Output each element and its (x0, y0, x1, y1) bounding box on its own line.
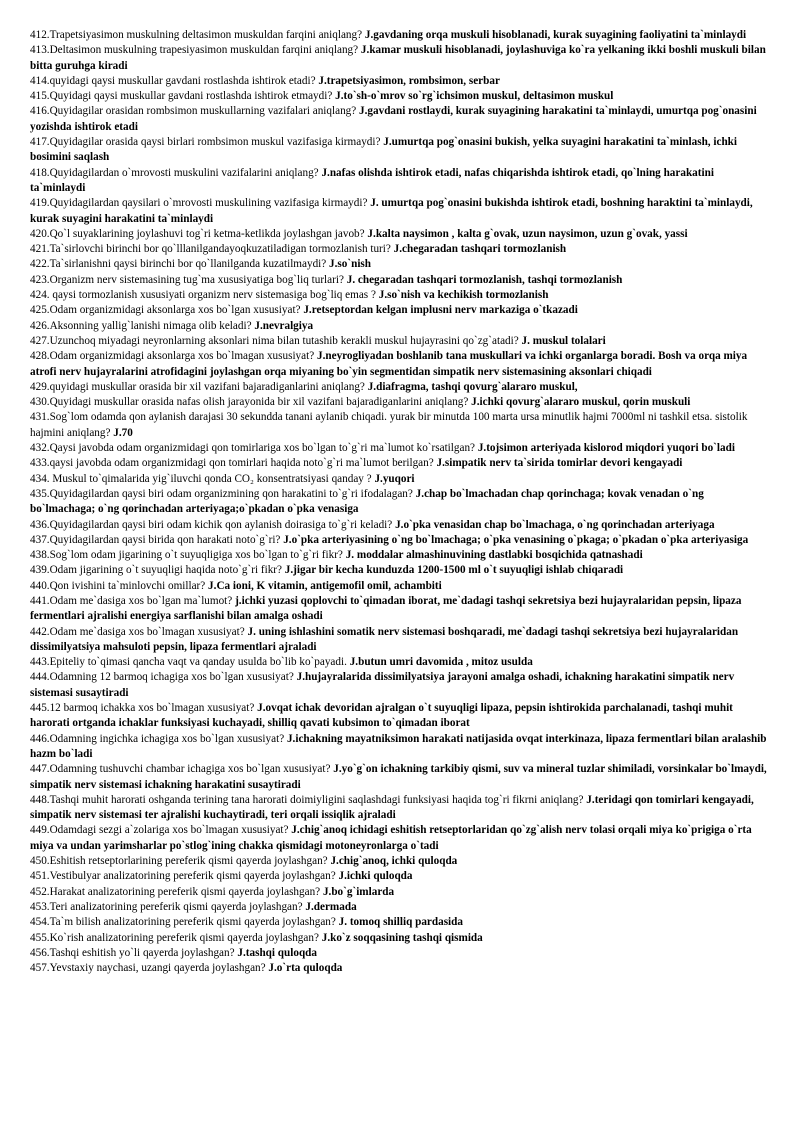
answer-text: J.o`rta quloqda (268, 962, 343, 975)
answer-text: J.nevralgiya (254, 319, 314, 332)
question-text: 441.Odam me`dasiga xos bo`lgan ma`lumot? (30, 594, 233, 607)
question-text: 413.Deltasimon muskulning trapesiyasimon muskuldan farqini aniqlang? (30, 44, 359, 57)
question-text: 429.quyidagi muskullar orasida bir xil vazifani bajaradiganlarini aniqlang? (30, 380, 365, 393)
answer-text: J.ovqat ichak devoridan ajralgan o`t suyuqligi lipaza, pepsin ishtirokida parchalanadi, tashqi muhit harorati ortganda ichaklar funksiyasi kuchayadi, shilliq qavati kubsimon to`qimadan iborat (30, 702, 733, 730)
answer-text: J.chig`anoq, ichki quloqda (330, 855, 458, 868)
question-item (30, 869, 770, 884)
question-text: 412.Trapetsiyasimon muskulning deltasimon muskuldan farqini aniqlang? (30, 29, 363, 41)
question-item (30, 349, 770, 380)
question-text: 426.Aksonning yallig`lanishi nimaga olib keladi? (30, 319, 252, 332)
question-item (30, 594, 770, 625)
question-item (30, 395, 770, 410)
question-text: 428.Odam organizmidagi aksonlarga xos bo`lmagan xususiyat? (30, 350, 315, 363)
question-text: 445.12 barmoq ichakka xos bo`lmagan xususiyat? (30, 702, 255, 715)
question-item (30, 732, 770, 763)
answer-text: J.ichki quloqda (338, 870, 413, 883)
answer-text: J.kalta naysimon , kalta g`ovak, uzun naysimon, uzun g`ovak, yassi (367, 227, 688, 240)
answer-text: J.ko`z soqqasining tashqi qismida (321, 931, 483, 944)
question-text: 431.Sog`lom odamda qon aylanish darajasi 30 sekundda tanani aylanib chiqadi. yurak bir minutda 100 marta ursa minutlik hajmi 7000ml ni tashkil etsa. sistolik hajmini aniqlang? (30, 411, 748, 439)
question-text: 454.Ta`m bilish analizatorining pereferik qismi qayerda joylashgan? (30, 916, 336, 929)
answer-text: J.o`pka venasidan chap bo`lmachaga, o`ng qorinchadan arteriyaga (395, 518, 715, 531)
question-item (30, 242, 770, 257)
question-item (30, 946, 770, 961)
answer-text: J.tojsimon arteriyada kislorod miqdori yuqori bo`ladi (477, 442, 735, 455)
answer-text: J.tashqi quloqda (237, 946, 317, 959)
question-text: 439.Odam jigarining o`t suyuqligi haqida noto`g`ri fikr? (30, 564, 282, 577)
question-item (30, 701, 770, 732)
question-item (30, 257, 770, 272)
question-item (30, 380, 770, 395)
question-text: 418.Quyidagilardan o`mrovosti muskulini vazifalarini aniqlang? (30, 166, 319, 179)
question-text: 432.Qaysi javobda odam organizmidagi qon tomirlariga xos bo`lgan to`g`ri ma`lumot ko`rsatilgan? (30, 442, 476, 455)
question-text: 416.Quyidagilar orasidan rombsimon muskullarning vazifalari aniqlang? (30, 105, 357, 118)
question-text: 455.Ko`rish analizatorining pereferik qismi qayerda joylashgan? (30, 931, 319, 944)
question-item (30, 655, 770, 670)
answer-text: J.ichakning mayatniksimon harakati natijasida ovqat interkinaza, lipaza fermentlari bilan aralashib hazm bo`ladi (30, 732, 767, 760)
question-item (30, 196, 770, 227)
question-text: 457.Yevstaxiy naychasi, uzangi qayerda joylashgan? (30, 962, 266, 975)
answer-text: J. moddalar almashinuvining dastlabki bosqichida qatnashadi (345, 549, 643, 562)
question-text: 417.Quyidagilar orasida qaysi birlari rombsimon muskul vazifasiga kirmaydi? (30, 136, 381, 149)
question-text: 450.Eshitish retseptorlarining pereferik qismi qayerda joylashgan? (30, 855, 328, 868)
question-text: 448.Tashqi muhit harorati oshganda terining tana harorati doimiyligini saqlashdagi funksiyasi haqida tog`ri fikrni aniqlang? (30, 793, 584, 806)
question-item (30, 563, 770, 578)
question-text: 424. qaysi tormozlanish xususiyati organizm nerv sistemasiga bog`liq emas ? (30, 289, 376, 302)
answer-text: J.teridagi qon tomirlari kengayadi, simpatik nerv sistemasi ter ajralishi kuchaytiradi, teri orqali issiqlik ajraladi (30, 793, 754, 822)
answer-text: J. muskul tolalari (521, 334, 606, 347)
question-list (30, 28, 770, 976)
question-item (30, 273, 770, 288)
answer-text: J.to`sh-o`mrov so`rg`ichsimon muskul, deltasimon muskul (335, 90, 614, 103)
question-item (30, 548, 770, 563)
question-text: 419.Quyidagilardan qaysilari o`mrovosti muskulining vazifasiga kirmaydi? (30, 197, 368, 210)
question-text: 425.Odam organizmidagi aksonlarga xos bo`lgan xususiyat? (30, 304, 301, 317)
question-item (30, 74, 770, 89)
answer-text: J.yo`g`on ichakning tarkibiy qismi, suv va mineral tuzlar shimiladi, vorsinkalar bo`lmaydi, simpatik nerv sistemasi ichakning harakatini susaytiradi (30, 763, 767, 791)
answer-text: J.trapetsiyasimon, rombsimon, serbar (318, 74, 500, 87)
answer-text: J. chegaradan tashqari tormozlanish, tashqi tormozlanish (346, 273, 623, 286)
question-item (30, 670, 770, 701)
answer-text: J.so`nish va kechikish tormozlanish (378, 289, 549, 302)
answer-text: J.ichki qovurg`alararo muskul, qorin muskuli (471, 396, 691, 409)
question-item (30, 334, 770, 349)
question-text: 453.Teri analizatorining pereferik qismi qayerda joylashgan? (30, 900, 303, 913)
question-text: 451.Vestibulyar analizatorining pereferik qismi qayerda joylashgan? (30, 870, 336, 883)
answer-text: J.dermada (305, 900, 357, 913)
question-text: 449.Odamdagi sezgi a`zolariga xos bo`lmagan xususiyat? (30, 824, 289, 837)
answer-text: J. umurtqa pog`onasini bukishda ishtirok etadi, boshning haraktini ta`minlaydi, kurak suyagini harakatini ta`minlaydi (30, 197, 753, 225)
question-text: 438.Sog`lom odam jigarining o`t suyuqligiga xos bo`lgan to`g`ri fikr? (30, 549, 343, 562)
question-item (30, 518, 770, 533)
answer-text: J.70 (113, 426, 133, 439)
question-item (30, 915, 770, 930)
answer-text: J.diafragma, tashqi qovurg`alararo muskul, (367, 380, 578, 393)
answer-text: J.yuqori (374, 472, 415, 485)
question-text: 423.Organizm nerv sistemasining tug`ma xususiyatiga bog`liq turlari? (30, 273, 344, 286)
answer-text: J. uning ishlashini somatik nerv sistemasi boshqaradi, me`dadagi tashqi sekretsiya bezi hujayralaridan dissimilyatsiya mahsuloti pepsin, lipaza fermentlari ajraladi (30, 625, 739, 653)
question-item (30, 579, 770, 594)
question-item (30, 28, 770, 43)
question-item (30, 441, 770, 456)
question-item (30, 303, 770, 318)
question-text: 430.Quyidagi muskullar orasida nafas olish jarayonida bir xil vazifani bajaradiganlarini aniqlang? (30, 396, 469, 409)
answer-text: J.jigar bir kecha kunduzda 1200-1500 ml o`t suyuqligi ishlab chiqaradi (284, 564, 624, 577)
question-text: 415.Quyidagi qaysi muskullar gavdani rostlashda ishtirok etmaydi? (30, 90, 333, 103)
question-text: 414.quyidagi qaysi muskullar gavdani rostlashda ishtirok etadi? (30, 74, 316, 87)
question-item (30, 288, 770, 303)
answer-text: J.kamar muskuli hisoblanadi, joylashuviga ko`ra yelkaning ikki boshli muskuli bilan bitta guruhga kiradi (30, 44, 766, 72)
question-item (30, 456, 770, 471)
answer-text: j.ichki yuzasi qoplovchi to`qimadan iborat, me`dadagi tashqi sekretsiya bezi hujayralaridan pepsin, lipaza fermentlari ajralishi energiya sarflanishi bilan amalga oshadi (30, 594, 742, 623)
answer-text: J.nafas olishda ishtirok etadi, nafas chiqarishda ishtirok etadi, qo`lning harakatini ta`minlaydi (30, 166, 714, 194)
question-item (30, 227, 770, 242)
question-item (30, 762, 770, 793)
question-item (30, 487, 770, 518)
answer-text: J. tomoq shilliq pardasida (338, 916, 463, 929)
question-text: 435.Quyidagilardan qaysi biri odam organizmining qon harakatini to`g`ri ifodalagan? (30, 487, 413, 500)
question-item (30, 793, 770, 824)
question-text: 442.Odam me`dasiga xos bo`lmagan xususiyat? (30, 625, 245, 638)
question-text: 427.Uzunchoq miyadagi neyronlarning aksonlari nima bilan tutashib kerakli muskul hujayrasini qo`zg`atadi? (30, 334, 519, 347)
question-item (30, 885, 770, 900)
question-text: 422.Ta`sirlanishni qaysi birinchi bor qo`llanilganda kuzatilmaydi? (30, 258, 327, 271)
question-text: 447.Odamning tushuvchi chambar ichagiga xos bo`lgan xususiyat? (30, 763, 331, 776)
question-item (30, 900, 770, 915)
question-text: 434. Muskul to`qimalarida yig`iluvchi qonda CO₂ konsentratsiyasi qanday ? (30, 472, 372, 485)
question-text: 444.Odamning 12 barmoq ichagiga xos bo`lgan xususiyat? (30, 671, 294, 684)
answer-text: J.chig`anoq ichidagi eshitish retseptorlaridan qo`zg`alish nerv tolasi orqali miya ko`prigiga o`rta miya va undan yarimsharlar po`stlog`ining chakka qismidagi motoneyronlarga o`tadi (30, 824, 752, 852)
question-text: 452.Harakat analizatorining pereferik qismi qayerda joylashgan? (30, 885, 321, 898)
question-text: 443.Epiteliy to`qimasi qancha vaqt va qanday usulda bo`lib ko`payadi. (30, 656, 347, 669)
answer-text: J.gavdaning orqa muskuli hisoblanadi, kurak suyagining faoliyatini ta`minlaydi (364, 29, 747, 41)
question-item (30, 89, 770, 104)
question-text: 440.Qon ivishini ta`minlovchi omillar? (30, 579, 206, 592)
question-item (30, 43, 770, 74)
question-item (30, 823, 770, 854)
question-item (30, 931, 770, 946)
answer-text: J.so`nish (329, 258, 372, 271)
answer-text: J.chegaradan tashqari tormozlanish (393, 243, 567, 256)
answer-text: J.o`pka arteriyasining o`ng bo`lmachaga; o`pka venasining o`pkaga; o`pkadan o`pka arteriyasiga (283, 533, 749, 546)
answer-text: J.bo`g`imlarda (322, 885, 395, 898)
question-item (30, 854, 770, 869)
question-item (30, 319, 770, 334)
question-item (30, 625, 770, 656)
question-item (30, 961, 770, 976)
answer-text: J.Ca ioni, K vitamin, antigemofil omil, achambiti (208, 579, 442, 592)
question-text: 446.Odamning ingichka ichagiga xos bo`lgan xususiyat? (30, 732, 285, 745)
answer-text: J.butun umri davomida , mitoz usulda (349, 656, 533, 669)
question-text: 433.qaysi javobda odam organizmidagi qon tomirlari haqida noto`g`ri ma`lumot berilgan? (30, 457, 434, 470)
answer-text: J.umurtqa pog`onasini bukish, yelka suyagini harakatini ta`minlash, ichki bosimini saqlash (30, 136, 738, 164)
answer-text: J.chap bo`lmachadan chap qorinchaga; kovak venadan o`ng bo`lmachaga; o`ng qorinchadan arteriyaga;o`pkadan o`pka venasiga (30, 487, 704, 516)
answer-text: J.retseptordan kelgan implusni nerv markaziga o`tkazadi (303, 304, 578, 317)
answer-text: J.simpatik nerv ta`sirida tomirlar devori kengayadi (436, 457, 683, 470)
question-item (30, 166, 770, 197)
question-item (30, 135, 770, 166)
question-text: 456.Tashqi eshitish yo`li qayerda joylashgan? (30, 946, 235, 959)
question-text: 421.Ta`sirlovchi birinchi bor qo`lllanilgandayoqkuzatiladigan tormozlanish turi? (30, 243, 391, 256)
question-text: 420.Qo`l suyaklarining joylashuvi tog`ri ketma-ketlikda joylashgan javob? (30, 227, 365, 240)
question-item (30, 104, 770, 135)
question-item (30, 472, 770, 487)
answer-text: J.hujayralarida dissimilyatsiya jarayoni amalga oshadi, ichakning harakatini simpatik nerv sistemasi susaytiradi (30, 671, 735, 699)
question-text: 436.Quyidagilardan qaysi biri odam kichik qon aylanish doirasiga to`g`ri keladi? (30, 518, 393, 531)
question-text: 437.Quyidagilardan qaysi birida qon harakati noto`g`ri? (30, 533, 281, 546)
question-item (30, 533, 770, 548)
answer-text: J.gavdani rostlaydi, kurak suyagining harakatini ta`minlaydi, umurtqa pog`onasini yozishda ishtirok etadi (30, 105, 757, 133)
question-item (30, 410, 770, 441)
answer-text: J.neyrogliyadan boshlanib tana muskullari va ichki organlarga boradi. Bosh va orqa miya atrofi nerv hujayralarini atrofidagini joylashgan orqa miyaning bo`yin segmentidan simpatik nerv sistemasining aksonlari chiqadi (30, 350, 748, 378)
